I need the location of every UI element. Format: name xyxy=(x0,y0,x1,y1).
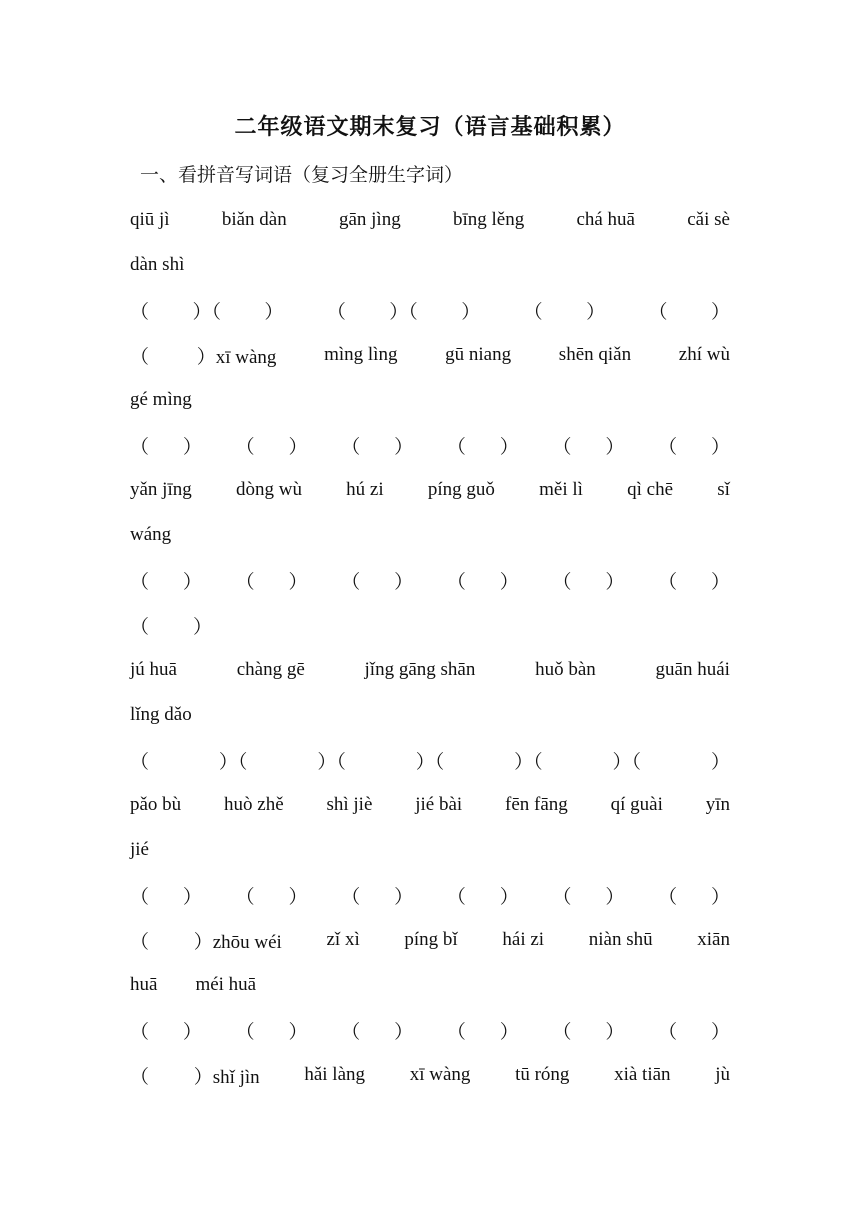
pinyin-item: jú huā xyxy=(130,659,177,680)
answer-blank-paren: ） xyxy=(193,616,213,638)
answer-blank-paren: ） xyxy=(605,1021,625,1043)
pinyin-item: huò zhě xyxy=(224,794,284,815)
exercise-line xyxy=(130,925,730,955)
pinyin-item: guān huái xyxy=(655,659,730,680)
pinyin-item: fēn fāng xyxy=(505,794,568,815)
pinyin-item: biǎn dàn xyxy=(221,209,287,230)
pinyin-item: bīng lěng xyxy=(452,209,525,230)
answer-blank-paren: （ xyxy=(341,571,361,593)
pinyin-item: tū róng xyxy=(515,1064,570,1085)
answer-blank-paren: （ xyxy=(130,1066,150,1088)
pinyin-item: lǐng dǎo xyxy=(130,704,192,725)
answer-blank-paren: （ xyxy=(658,571,678,593)
answer-blank-paren: ） xyxy=(710,1021,730,1043)
section-heading: 一、看拼音写词语（复习全册生字词） xyxy=(140,165,464,186)
answer-blank-paren: ） xyxy=(182,886,202,908)
pinyin-item: méi huā xyxy=(195,974,257,995)
pinyin-item: měi lì xyxy=(539,479,583,500)
pinyin-item: dàn shì xyxy=(130,254,185,275)
answer-blank-paren: （ xyxy=(326,301,346,323)
answer-blank-paren: ） xyxy=(605,886,625,908)
exercise-line xyxy=(130,385,730,415)
answer-blank-paren: （ xyxy=(446,571,466,593)
pinyin-item: píng guǒ xyxy=(427,479,495,500)
exercise-line xyxy=(130,700,730,730)
answer-blank-paren: （ xyxy=(658,1021,678,1043)
answer-blank-paren: （ xyxy=(341,886,361,908)
answer-blank-paren: ） xyxy=(288,1021,308,1043)
answer-blank-paren: （ xyxy=(552,886,572,908)
pinyin-item: gān jìng xyxy=(338,209,401,230)
answer-blank-paren: （ xyxy=(446,886,466,908)
answer-blank-paren: （ xyxy=(552,436,572,458)
exercise-line xyxy=(130,1015,730,1045)
answer-blank-paren: ）（ xyxy=(415,751,445,773)
pinyin-item: pǎo bù xyxy=(130,794,182,815)
pinyin-item: qì chē xyxy=(627,479,674,500)
answer-blank-paren: （ xyxy=(130,1021,150,1043)
pinyin-item: hǎi làng xyxy=(304,1064,366,1085)
exercise-line xyxy=(130,880,730,910)
answer-blank-paren: （ xyxy=(130,571,150,593)
answer-blank-paren: ） xyxy=(605,571,625,593)
page-title: 二年级语文期末复习（语言基础积累） xyxy=(234,114,626,139)
answer-blank-paren: （ xyxy=(130,301,150,323)
answer-blank-paren: ） xyxy=(394,1021,414,1043)
pinyin-item: jié bài xyxy=(415,794,463,815)
pinyin-item: gū niang xyxy=(445,344,512,365)
pinyin-item: xià tiān xyxy=(614,1064,671,1085)
answer-blank-paren: ） xyxy=(394,436,414,458)
answer-blank-paren: ） xyxy=(288,436,308,458)
answer-blank-paren: （ xyxy=(648,301,668,323)
pinyin-item: xiān xyxy=(697,929,730,950)
pinyin-item: ）zhōu wéi xyxy=(193,931,282,953)
answer-blank-paren: ） xyxy=(710,301,730,323)
answer-blank-paren: ） xyxy=(586,301,606,323)
answer-blank-paren: ） xyxy=(499,1021,519,1043)
exercise-line xyxy=(130,655,730,685)
answer-blank-paren: （ xyxy=(446,436,466,458)
pinyin-item: shì jiè xyxy=(326,794,373,815)
answer-blank-paren: （ xyxy=(341,436,361,458)
pinyin-item: jǐng gāng shān xyxy=(364,659,476,680)
exercise-line xyxy=(130,205,730,235)
answer-blank-paren: ） xyxy=(264,301,284,323)
pinyin-item: gé mìng xyxy=(130,389,192,410)
answer-blank-paren: ） xyxy=(461,301,481,323)
pinyin-item: yīn xyxy=(705,794,730,815)
exercise-line xyxy=(130,610,730,640)
pinyin-item: chàng gē xyxy=(236,659,305,680)
pinyin-item: jié xyxy=(130,839,149,860)
answer-blank-paren: （ xyxy=(130,931,150,953)
pinyin-item: mìng lìng xyxy=(324,344,398,365)
answer-blank-paren: ） xyxy=(394,571,414,593)
pinyin-item: qiū jì xyxy=(130,209,170,230)
exercise-line xyxy=(130,430,730,460)
answer-blank-paren: ）（ xyxy=(317,751,346,773)
answer-blank-paren: （ xyxy=(130,616,150,638)
pinyin-item: hú zi xyxy=(346,479,384,500)
answer-blank-paren: （ xyxy=(130,751,150,773)
pinyin-item: cǎi sè xyxy=(687,209,730,230)
pinyin-item: yǎn jīng xyxy=(130,479,192,500)
answer-blank-paren: （ xyxy=(130,436,150,458)
answer-blank-paren: （ xyxy=(130,346,150,368)
answer-blank-paren: （ xyxy=(552,1021,572,1043)
answer-blank-paren: ） xyxy=(710,571,730,593)
answer-blank-paren: ）（ xyxy=(612,751,642,773)
answer-blank-paren: （ xyxy=(446,1021,466,1043)
answer-blank-paren: （ xyxy=(130,886,150,908)
pinyin-item: niàn shū xyxy=(588,929,653,950)
answer-blank-paren: ） xyxy=(182,1021,202,1043)
answer-blank-paren: （ xyxy=(235,571,255,593)
answer-blank-paren: ） xyxy=(394,886,414,908)
exercise-line xyxy=(130,835,730,865)
pinyin-item: hái zi xyxy=(502,929,545,950)
answer-blank-paren: ） xyxy=(499,886,519,908)
exercise-line xyxy=(130,520,730,550)
answer-blank-paren: ） xyxy=(182,436,202,458)
answer-blank-paren: ） xyxy=(182,571,202,593)
exercise-line xyxy=(130,1060,730,1090)
answer-blank-paren: ） xyxy=(499,436,519,458)
answer-blank-paren: ） xyxy=(710,886,730,908)
exercise-line xyxy=(130,475,730,505)
pinyin-item: xī wàng xyxy=(409,1064,471,1085)
answer-blank-paren: （ xyxy=(341,1021,361,1043)
pinyin-item: jù xyxy=(715,1064,730,1085)
answer-blank-paren: ） xyxy=(288,571,308,593)
answer-blank-paren: （ xyxy=(235,886,255,908)
answer-blank-paren: ）（ xyxy=(218,751,248,773)
answer-blank-paren: （ xyxy=(552,571,572,593)
exercise-line xyxy=(130,250,730,280)
pinyin-item: sǐ xyxy=(717,479,730,500)
pinyin-item: zhí wù xyxy=(678,344,730,365)
answer-blank-paren: （ xyxy=(235,1021,255,1043)
answer-blank-paren: （ xyxy=(658,436,678,458)
answer-blank-paren: （ xyxy=(235,436,255,458)
answer-blank-paren: （ xyxy=(658,886,678,908)
pinyin-item: zǐ xì xyxy=(326,929,360,950)
exercise-line xyxy=(130,790,730,820)
pinyin-item: qí guài xyxy=(610,794,663,815)
answer-blank-paren: ） xyxy=(288,886,308,908)
answer-blank-paren: ） xyxy=(499,571,519,593)
exercise-line xyxy=(130,745,730,775)
answer-blank-paren: ） xyxy=(605,436,625,458)
exercise-line xyxy=(130,970,730,1000)
answer-blank-paren: ）（ xyxy=(389,301,418,323)
pinyin-item: wáng xyxy=(130,524,172,545)
exercise-line xyxy=(130,340,730,370)
answer-blank-paren: （ xyxy=(523,301,543,323)
pinyin-item: dòng wù xyxy=(235,479,302,500)
pinyin-item: huā xyxy=(130,974,158,995)
exercise-line xyxy=(130,295,730,325)
pinyin-item: shēn qiǎn xyxy=(558,344,632,365)
pinyin-item: ）shǐ jìn xyxy=(193,1066,260,1088)
answer-blank-paren: ） xyxy=(710,751,730,773)
pinyin-item: píng bǐ xyxy=(404,929,458,950)
pinyin-item: chá huā xyxy=(576,209,635,230)
answer-blank-paren: ）（ xyxy=(514,751,543,773)
pinyin-item: huǒ bàn xyxy=(535,659,596,680)
answer-blank-paren: ） xyxy=(710,436,730,458)
pinyin-item: ）xī wàng xyxy=(196,346,277,368)
exercise-line xyxy=(130,565,730,595)
answer-blank-paren: ）（ xyxy=(192,301,221,323)
